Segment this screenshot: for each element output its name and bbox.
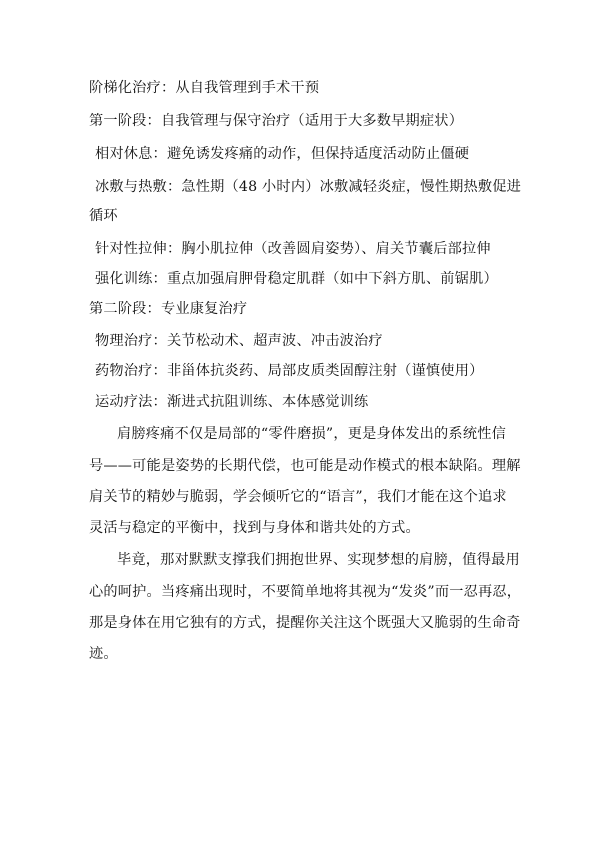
paragraph2-line1: 毕竟，那对默默支撑我们拥抱世界、实现梦想的肩膀，值得最用 [117, 552, 520, 568]
stage1-item-ice-heat-cont: 循环 [89, 208, 118, 224]
stage2-item-exercise: 运动疗法：渐进式抗阻训练、本体感觉训练 [95, 394, 369, 410]
stage1-title: 第一阶段：自我管理与保守治疗（适用于大多数早期症状） [89, 113, 464, 129]
paragraph2-line4: 迹。 [89, 646, 118, 662]
section-heading: 阶梯化治疗：从自我管理到手术干预 [89, 80, 320, 96]
paragraph1-line2: 号——可能是姿势的长期代偿，也可能是动作模式的根本缺陷。理解 [89, 458, 521, 474]
stage1-item-rest: 相对休息：避免诱发疼痛的动作，但保持适度活动防止僵硬 [95, 146, 470, 162]
paragraph1-line1: 肩膀疼痛不仅是局部的“零件磨损”，更是身体发出的系统性信 [117, 426, 506, 442]
paragraph2-line2: 心的呵护。当疼痛出现时，不要简单地将其视为“发炎”而一忍再忍， [89, 584, 522, 600]
paragraph1-line3: 肩关节的精妙与脆弱，学会倾听它的“语言”，我们才能在这个追求 [89, 489, 507, 505]
stage2-item-drug: 药物治疗：非甾体抗炎药、局部皮质类固醇注射（谨慎使用） [95, 363, 484, 379]
stage2-title: 第二阶段：专业康复治疗 [89, 301, 248, 317]
paragraph2-line3: 那是身体在用它独有的方式，提醒你关注这个既强大又脆弱的生命奇 [89, 615, 521, 631]
stage2-item-physio: 物理治疗：关节松动术、超声波、冲击波治疗 [95, 333, 383, 349]
stage1-item-ice-heat: 冰敷与热敷：急性期（48 小时内）冰敷减轻炎症，慢性期热敷促进 [95, 179, 522, 195]
stage1-item-strength: 强化训练：重点加强肩胛骨稳定肌群（如中下斜方肌、前锯肌） [95, 271, 498, 287]
stage1-item-stretch: 针对性拉伸：胸小肌拉伸（改善圆肩姿势）、肩关节囊后部拉伸 [95, 241, 491, 257]
paragraph1-line4: 灵活与稳定的平衡中，找到与身体和谐共处的方式。 [89, 520, 420, 536]
